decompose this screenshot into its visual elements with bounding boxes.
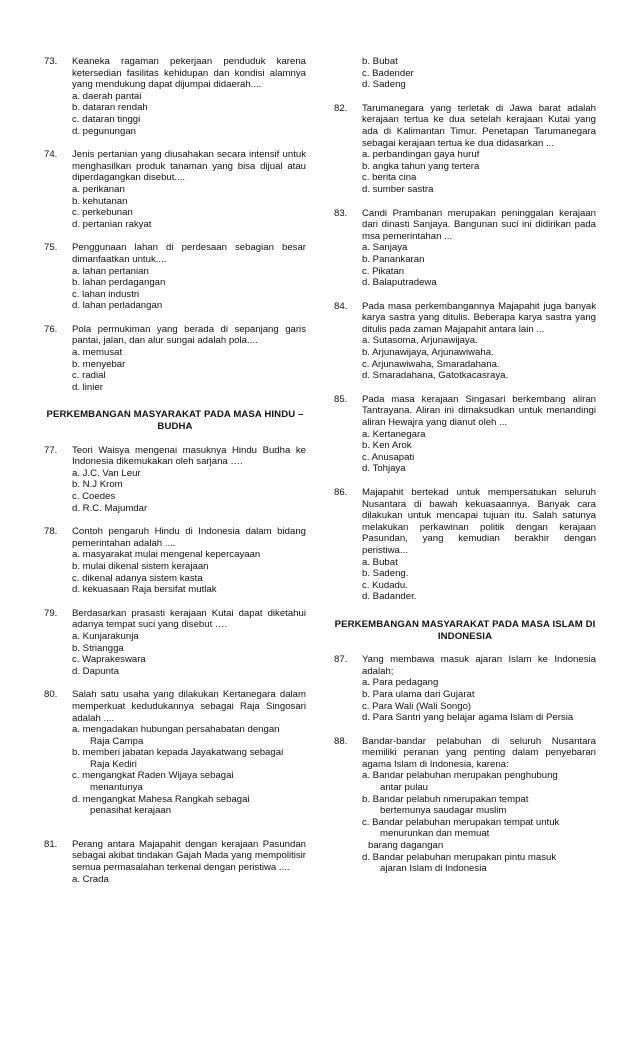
option-d: d. mengangkat Mahesa Rangkah sebagai [72, 793, 250, 805]
question-number: 83. [334, 207, 348, 219]
question-number: 79. [44, 607, 58, 619]
question-text: Berdasarkan prasasti kerajaan Kutai dapat diketahui adanya tempat suci yang disebut …. [72, 607, 306, 631]
question-73 [44, 56, 306, 137]
option-c-continuation: menantunya [90, 782, 143, 794]
question-number: 77. [44, 444, 58, 456]
option-d: d. pegunungan [72, 125, 137, 137]
question-85 [334, 394, 596, 475]
question-83 [334, 208, 596, 289]
question-text: Majapahit bertekad untuk mempersatukan seluruh Nusantara di bawah kekuasaannya. Banyak cara dilakukan untuk mencapai tujuan itu. Salah satunya melakukan perkawinan politik dengan kerajaan Pasundan, yang kemudian berakhir dengan peristiwa... [362, 487, 596, 556]
question-79 [44, 608, 306, 678]
question-text: Teori Waisya mengenai masuknya Hindu Budha ke Indonesia dikemukakan oleh sarjana …. [72, 444, 306, 468]
option-b: b. N.J Krom [72, 479, 123, 491]
option-b: b. Bandar pelabuh nmerupakan tempat [362, 793, 529, 805]
option-d: d. linier [72, 381, 103, 393]
spacer [44, 829, 306, 839]
option-b: b. lahan perdagangan [72, 277, 166, 289]
question-number: 82. [334, 102, 348, 114]
option-c: c. Arjunawiwaha, Smaradahana. [362, 358, 500, 370]
option-d-continuation: ajaran Islam di Indonesia [380, 863, 487, 875]
option-b: b. Ken Arok [362, 440, 412, 452]
option-c: c. Badender [362, 67, 414, 79]
option-c-continuation: menurunkan dan memuat [380, 828, 490, 840]
option-a-continuation: Raja Campa [90, 735, 144, 747]
option-b: b. Bubat [362, 56, 398, 67]
question-text: Pola permukiman yang berada di sepanjang garis pantai, jalan, dan alur sungai adalah pola.... [72, 323, 306, 347]
option-d: d. Sadeng [362, 79, 406, 91]
question-text: Bandar-bandar pelabuhan di seluruh Nusantara memiliki peranan yang penting dalam penyebaran agama Islam di Indonesia, karena: [362, 735, 596, 770]
option-c: c. Kudadu. [362, 579, 408, 591]
option-a: a. daerah pantai [72, 90, 142, 102]
option-d-continuation: penasihat kerajaan [90, 805, 172, 817]
question-77 [44, 445, 306, 515]
option-c-continuation-2: barang dagangan [368, 840, 444, 852]
option-b: b. angka tahun yang tertera [362, 160, 480, 172]
option-a: a. J.C. Van Leur [72, 467, 141, 479]
question-text: Keaneka ragaman pekerjaan penduduk karena ketersedian fasilitas kehidupan dan kondisi alamnya yang mendukung dapat dijumpai didaerah.... [72, 56, 306, 91]
option-c: c. mengangkat Raden Wijaya sebagai [72, 770, 234, 782]
option-d: d. Badander. [362, 591, 417, 603]
option-d: d. Dapunta [72, 665, 119, 677]
question-text: Penggunaan lahan di perdesaan sebagian besar dimanfaatkan untuk.... [72, 242, 306, 265]
option-a: a. Para pedagang [362, 677, 439, 689]
option-c: c. Pikatan [362, 265, 405, 277]
section-heading-hindu-budha: PERKEMBANGAN MASYARAKAT PADA MASA HINDU – BUDHA [46, 409, 304, 433]
left-column [44, 56, 306, 897]
option-c: c. radial [72, 370, 106, 382]
option-d: d. Para Santri yang belajar agama Islam di Persia [362, 712, 574, 724]
question-number: 76. [44, 323, 58, 335]
question-number: 81. [44, 838, 58, 850]
option-c: c. perkebunan [72, 207, 133, 219]
option-d: d. lahan perladangan [72, 300, 163, 312]
question-76 [44, 324, 306, 394]
question-text: Salah satu usaha yang dilakukan Kertanegara dalam memperkuat kedudukannya sebagai Raja Singosari adalah .... [72, 689, 306, 724]
question-number: 85. [334, 393, 348, 405]
option-d: d. R.C. Majumdar [72, 502, 148, 514]
option-b: b. Striangga [72, 642, 124, 654]
option-d: d. Bandar pelabuhan merupakan pintu masuk [362, 851, 557, 863]
option-a: a. perbandingan gaya huruf [362, 149, 480, 161]
question-text: Tarumanegara yang terletak di Jawa barat adalah kerajaan tertua ke dua setelah kerajaan Kutai yang ada di Kalimantan Timur. Penetapan Tarumanegara sebagai kerajaan tertua ke dua didasarkan ... [362, 102, 596, 149]
question-80 [44, 689, 306, 817]
option-d: d. Smaradahana, Gatotkacasraya. [362, 370, 509, 382]
option-a: a. memusat [72, 347, 123, 359]
option-a: a. Sanjaya [362, 242, 408, 254]
question-82 [334, 103, 596, 196]
option-b-continuation: Raja Kediri [90, 758, 137, 770]
question-number: 73. [44, 56, 58, 67]
question-74 [44, 149, 306, 230]
option-c: c. dataran tinggi [72, 113, 141, 125]
option-a-continuation: antar pulau [380, 782, 429, 794]
question-text: Pada masa kerajaan Singasari berkembang aliran Tantrayana. Aliran ini dimaksudkan untuk menandingi aliran Hewajra yang dianut oleh ... [362, 393, 596, 429]
question-87 [334, 654, 596, 724]
question-88 [334, 736, 596, 875]
option-a: a. Kertanegara [362, 428, 426, 440]
option-d: d. Tohjaya [362, 463, 406, 475]
option-c: c. Anusapati [362, 451, 415, 463]
option-b-continuation: bertemunya saudagar muslim [380, 805, 507, 817]
question-text: Candi Prambanan merupakan peninggalan kerajaan dari dinasti Sanjaya. Bangunan suci ini didirikan pada msa pemerintahan ... [362, 207, 596, 242]
question-number: 84. [334, 300, 348, 312]
option-c: c. dikenal adanya sistem kasta [72, 572, 203, 584]
question-text: Pada masa perkembangannya Majapahit juga banyak karya sastra yang ditulis. Beberapa karya sastra yang ditulis pada zaman Majapahit antara lain ... [362, 300, 596, 335]
question-78 [44, 526, 306, 596]
option-b: b. mulai dikenal sistem kerajaan [72, 560, 209, 572]
option-b: b. kehutanan [72, 195, 128, 207]
option-b: b. menyebar [72, 358, 126, 370]
question-text: Jenis pertanian yang diusahakan secara intensif untuk menghasilkan produk tanaman yang bisa dijual atau diperdagangkan disebut.... [72, 149, 306, 184]
question-number: 74. [44, 149, 58, 161]
question-number: 86. [334, 487, 348, 498]
option-a: a. perikanan [72, 183, 125, 195]
question-81 [44, 839, 306, 885]
option-d: d. kekuasaan Raja bersifat mutlak [72, 584, 217, 596]
question-text: Contoh pengaruh Hindu di Indonesia dalam bidang pemerintahan adalah .... [72, 526, 306, 549]
question-number: 78. [44, 526, 58, 538]
option-a: a. lahan pertanian [72, 265, 149, 277]
option-d: d. pertanian rakyat [72, 218, 152, 230]
option-a: a. Kunjarakunja [72, 630, 139, 642]
question-number: 75. [44, 242, 58, 254]
option-b: b. memberi jabatan kepada Jayakatwang sebagai [72, 747, 284, 759]
question-84 [334, 301, 596, 382]
option-c: c. Bandar pelabuhan merupakan tempat untuk [362, 816, 560, 828]
option-c: c. berita cina [362, 172, 417, 184]
question-text: Perang antara Majapahit dengan kerajaan Pasundan sebagai akibat tindakan Gajah Mada yang mempolitisir semua permasalahan terkenal dengan peristiwa .... [72, 838, 306, 874]
question-number: 88. [334, 735, 348, 747]
option-b: b. dataran rendah [72, 102, 148, 114]
option-d: d. sumber sastra [362, 183, 434, 195]
option-b: b. Para ulama dari Gujarat [362, 688, 475, 700]
option-a: a. masyarakat mulai mengenal kepercayaan [72, 549, 261, 561]
option-b: b. Sadeng. [362, 568, 409, 580]
section-heading-islam: PERKEMBANGAN MASYARAKAT PADA MASA ISLAM DI INDONESIA [334, 618, 596, 642]
question-75 [44, 242, 306, 312]
option-d: d. Balaputradewa [362, 277, 437, 289]
option-a: a. Bubat [362, 556, 398, 568]
option-a: a. Sutasoma, Arjunawijaya. [362, 335, 478, 347]
option-c: c. Coedes [72, 491, 116, 502]
question-number: 80. [44, 689, 58, 701]
option-c: c. Para Wali (Wali Songo) [362, 700, 472, 712]
question-number: 87. [334, 654, 348, 666]
question-text: Yang membawa masuk ajaran Islam ke Indonesia adalah; [362, 654, 596, 677]
option-b: b. Panankaran [362, 253, 425, 265]
option-a: a. Crada [72, 873, 109, 885]
right-column [334, 56, 596, 887]
option-a: a. mengadakan hubungan persahabatan dengan [72, 724, 280, 736]
question-86 [334, 487, 596, 603]
question-81-continued [334, 56, 596, 91]
option-c: c. Waprakeswara [72, 654, 146, 666]
option-b: b. Arjunawijaya, Arjunawiwaha. [362, 347, 494, 359]
option-c: c. lahan industri [72, 288, 140, 300]
option-a: a. Bandar pelabuhan merupakan penghubung [362, 770, 558, 782]
